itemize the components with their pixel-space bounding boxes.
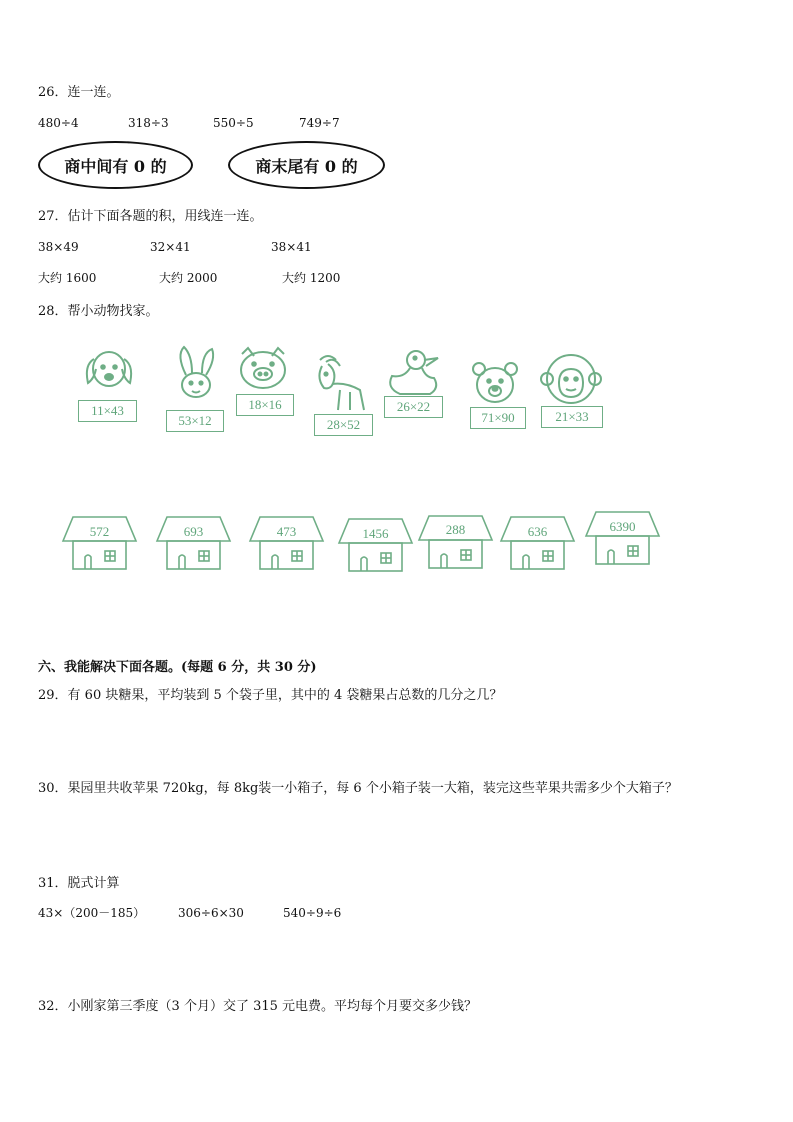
q31-title: 31．脱式计算: [38, 876, 120, 891]
q31-expr-2: 306÷6×30: [178, 906, 244, 920]
house-number: 572: [89, 524, 110, 539]
q27-estimate-2: 大约 2000: [159, 271, 218, 285]
house-6[interactable]: [499, 513, 576, 573]
q26-expr-3: 550÷5: [213, 116, 254, 130]
q32-text: 32．小刚家第三季度（3 个月）交了 315 元电费。平均每个月要交多少钱？: [38, 999, 478, 1014]
q27-expr-1: 38×49: [38, 240, 79, 254]
goat-icon: [306, 352, 370, 416]
q28-title: 28．帮小动物找家。: [38, 304, 159, 319]
animal-tag-pig[interactable]: 18×16: [236, 394, 294, 416]
q26-oval-middle-zero[interactable]: [38, 141, 193, 189]
q27-estimate-1: 大约 1600: [38, 271, 97, 285]
house-number: 636: [527, 524, 548, 539]
q27-title: 27．估计下面各题的积，用线连一连。: [38, 209, 263, 224]
q26-expr-4: 749÷7: [299, 116, 340, 130]
q29-text: 29．有 60 块糖果，平均装到 5 个袋子里，其中的 4 袋糖果占总数的几分之几？: [38, 688, 503, 703]
q26-oval-end-zero[interactable]: [228, 141, 385, 189]
animal-tag-monkey[interactable]: 21×33: [541, 406, 603, 428]
house-number: 1456: [362, 526, 389, 541]
q27-expr-3: 38×41: [271, 240, 312, 254]
animal-tag-bear[interactable]: 71×90: [470, 407, 526, 429]
pig-icon: [234, 346, 292, 396]
house-7[interactable]: [584, 508, 661, 568]
section-6-heading: 六、我能解决下面各题。(每题 6 分，共 30 分): [38, 660, 317, 675]
rabbit-icon: [168, 345, 224, 411]
q27-estimate-3: 大约 1200: [282, 271, 341, 285]
q31-expr-3: 540÷9÷6: [283, 906, 342, 920]
animal-tag-goat[interactable]: 28×52: [314, 414, 373, 436]
q26-expr-2: 318÷3: [128, 116, 169, 130]
house-number: 288: [445, 522, 466, 537]
q26-title: 26．连一连。: [38, 85, 120, 100]
house-3[interactable]: [248, 513, 325, 573]
house-2[interactable]: [155, 513, 232, 573]
house-5[interactable]: [417, 512, 494, 572]
animal-tag-rabbit[interactable]: 53×12: [166, 410, 224, 432]
animal-tag-dog[interactable]: 11×43: [78, 400, 137, 422]
house-number: 473: [276, 524, 297, 539]
q26-expr-1: 480÷4: [38, 116, 79, 130]
q31-expr-1: 43×（200－185）: [38, 906, 146, 920]
monkey-icon: [539, 351, 603, 407]
q30-text: 30．果园里共收苹果 720kg，每 8kg装一小箱子，每 6 个小箱子装一大箱，装完这些苹果共需多少个大箱子？: [38, 781, 678, 796]
house-1[interactable]: [61, 513, 138, 573]
animal-tag-duck[interactable]: 26×22: [384, 396, 443, 418]
bear-icon: [469, 359, 521, 407]
q26-oval-label: 商末尾有 0 的: [255, 156, 358, 176]
dog-icon: [76, 345, 142, 405]
house-number: 693: [183, 524, 204, 539]
q27-expr-2: 32×41: [150, 240, 191, 254]
q26-oval-label: 商中间有 0 的: [64, 156, 167, 176]
house-4[interactable]: [337, 515, 414, 575]
house-number: 6390: [609, 519, 636, 534]
duck-icon: [382, 348, 448, 400]
